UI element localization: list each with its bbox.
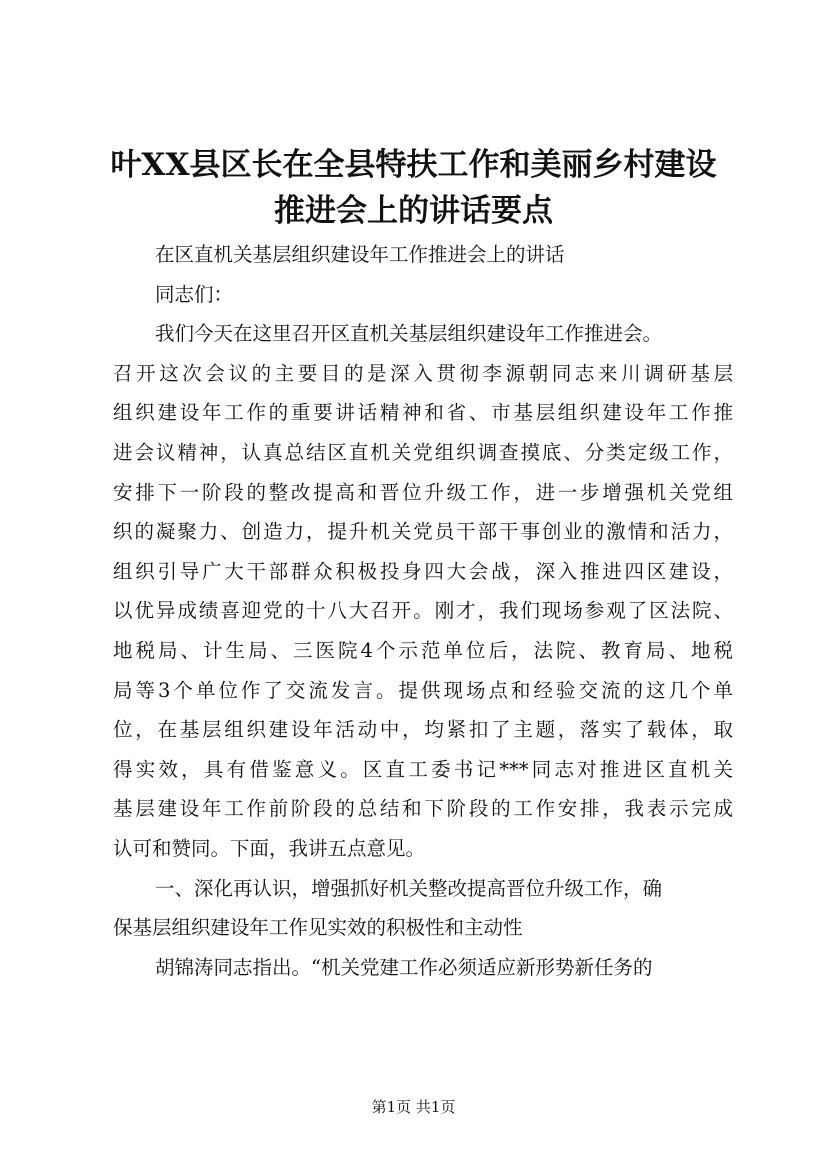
section-heading-line: 一、深化再认识，增强抓好机关整改提高晋位升级工作，确 [155, 876, 663, 900]
title-line-1: 叶XX县区长在全县特扶工作和美丽乡村建设 [110, 147, 717, 183]
paragraph-line: 织的凝聚力、创造力，提升机关党员干部干事创业的激情和活力， [113, 520, 733, 544]
paragraph-line: 我们今天在这里召开区直机关基层组织建设年工作推进会。 [155, 322, 663, 346]
paragraph-line: 安排下一阶段的整改提高和晋位升级工作，进一步增强机关党组 [113, 480, 733, 504]
paragraph-line: 进会议精神，认真总结区直机关党组织调查摸底、分类定级工作， [113, 440, 733, 464]
document-title [100, 142, 727, 234]
paragraph-line: 基层建设年工作前阶段的总结和下阶段的工作安排，我表示完成 [113, 797, 733, 821]
paragraph-line: 召开这次会议的主要目的是深入贯彻李源朝同志来川调研基层 [113, 361, 733, 385]
paragraph-line: 组织建设年工作的重要讲话精神和省、市基层组织建设年工作推 [113, 401, 733, 425]
title-line-2: 推进会上的讲话要点 [274, 193, 553, 229]
paragraph-line: 地税局、计生局、三医院4个示范单位后，法院、教育局、地税 [113, 638, 733, 662]
document-body [113, 235, 733, 987]
paragraph-line: 认可和赞同。下面，我讲五点意见。 [113, 836, 426, 860]
paragraph-line: 组织引导广大干部群众积极投身四大会战，深入推进四区建设， [113, 559, 733, 583]
paragraph-line: 得实效，具有借鉴意义。区直工委书记***同志对推进区直机关 [113, 757, 733, 781]
paragraph-line: 以优异成绩喜迎党的十八大召开。刚才，我们现场参观了区法院、 [113, 599, 733, 623]
salutation-line: 同志们： [155, 282, 234, 306]
paragraph-line: 胡锦涛同志指出。“机关党建工作必须适应新形势新任务的 [155, 955, 653, 979]
paragraph-line: 局等3个单位作了交流发言。提供现场点和经验交流的这几个单 [113, 678, 733, 702]
section-heading-line: 保基层组织建设年工作见实效的积极性和主动性 [113, 916, 523, 940]
paragraph-line: 位，在基层组织建设年活动中，均紧扣了主题，落实了载体，取 [113, 718, 733, 742]
subtitle-line: 在区直机关基层组织建设年工作推进会上的讲话 [155, 243, 565, 266]
page-footer: 第1页 共1页 [371, 1098, 456, 1116]
